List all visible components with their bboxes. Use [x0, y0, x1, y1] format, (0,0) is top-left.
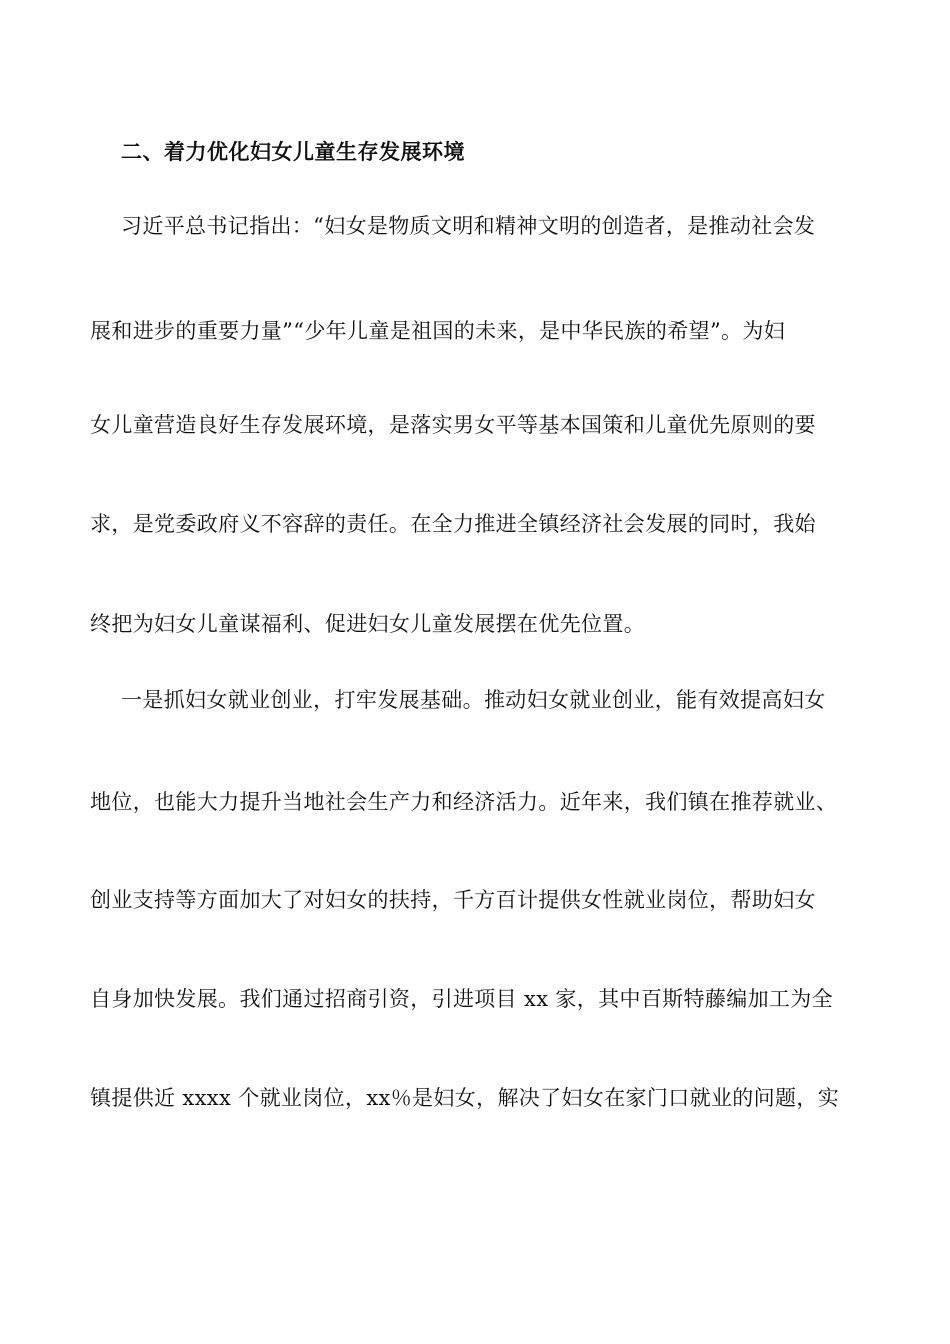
paragraph-line: 自身加快发展。我们通过招商引资，引进项目 xx 家，其中百斯特藤编加工为全: [90, 987, 833, 1011]
paragraph-line: 镇提供近 xxxx 个就业岗位，xx％是妇女，解决了妇女在家门口就业的问题，实: [90, 1086, 840, 1110]
paragraph-line: 创业支持等方面加大了对妇女的扶持，千方百计提供女性就业岗位，帮助妇女: [90, 888, 816, 912]
paragraph-line: 终把为妇女儿童谋福利、促进妇女儿童发展摆在优先位置。: [90, 612, 646, 636]
paragraph-line: 地位，也能大力提升当地社会生产力和经济活力。近年来，我们镇在推荐就业、: [90, 790, 838, 814]
section-heading: 二、着力优化妇女儿童生存发展环境: [121, 140, 465, 164]
paragraph-line: 习近平总书记指出：“妇女是物质文明和精神文明的创造者，是推动社会发: [121, 214, 816, 238]
paragraph-line: 求，是党委政府义不容辞的责任。在全力推进全镇经济社会发展的同时，我始: [90, 512, 816, 536]
paragraph-line: 一是抓妇女就业创业，打牢发展基础。推动妇女就业创业，能有效提高妇女: [121, 688, 826, 712]
paragraph-line: 展和进步的重要力量”“少年儿童是祖国的未来，是中华民族的希望”。为妇: [90, 319, 786, 343]
paragraph-line: 女儿童营造良好生存发展环境，是落实男女平等基本国策和儿童优先原则的要: [90, 413, 816, 437]
